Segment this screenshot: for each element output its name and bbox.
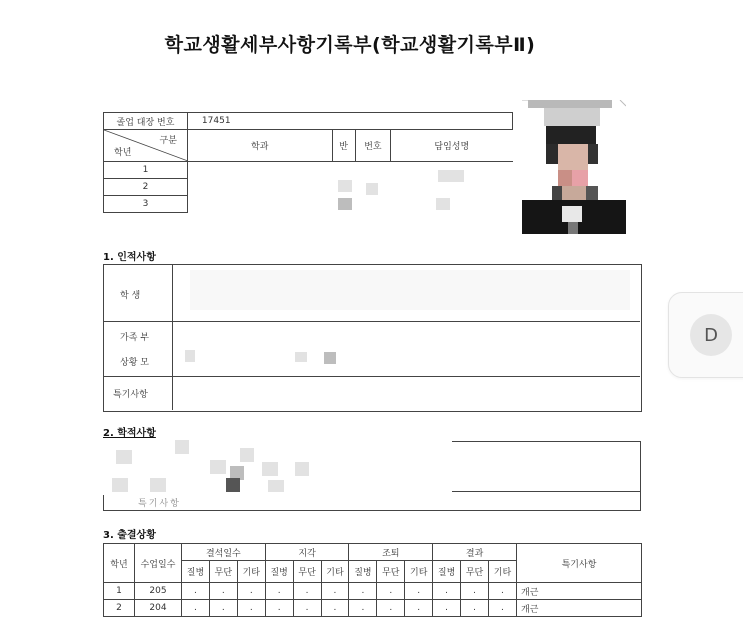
row-mark: . [265, 583, 293, 600]
row-mark: . [461, 583, 489, 600]
row-mark: . [209, 600, 237, 617]
redacted-block [438, 170, 464, 182]
redacted-block [175, 440, 189, 454]
row-mark: . [433, 600, 461, 617]
row-mark: . [488, 583, 516, 600]
teacher-header: 담임성명 [391, 130, 513, 162]
table-row [104, 583, 642, 600]
row-mark: . [293, 600, 321, 617]
family-label-mother: 상황 모 [120, 358, 149, 368]
row-mark: . [237, 583, 265, 600]
student-info-table [103, 112, 513, 213]
student-label: 학 생 [120, 291, 141, 301]
table-row [104, 600, 642, 617]
sub-unexcused: 무단 [293, 561, 321, 583]
row-mark: . [293, 583, 321, 600]
sub-illness: 질병 [265, 561, 293, 583]
redacted-block [268, 480, 284, 492]
student-photo [522, 100, 626, 234]
redacted-block [226, 478, 240, 492]
redacted-block [150, 478, 166, 492]
sub-unexcused: 무단 [209, 561, 237, 583]
row-mark: . [377, 600, 405, 617]
grade-row-label: 1 [104, 162, 188, 179]
row-days: 204 [135, 600, 182, 617]
avatar[interactable]: D [690, 314, 732, 356]
special-notes-label: 특기사항 [113, 390, 148, 400]
redacted-block [210, 460, 226, 474]
section-title-academic: 2. 학적사항 [103, 428, 156, 439]
redacted-block [116, 450, 132, 464]
redacted-block [338, 180, 352, 192]
sub-other: 기타 [488, 561, 516, 583]
row-mark: . [461, 600, 489, 617]
group-early-leave: 조퇴 [349, 544, 433, 561]
section-title-attendance: 3. 출결상황 [103, 530, 156, 541]
redacted-block [185, 350, 195, 362]
dept-header: 학과 [187, 130, 332, 162]
row-grade: 2 [104, 600, 135, 617]
redacted-block [338, 198, 352, 210]
grade-row-label: 2 [104, 179, 188, 196]
row-mark: . [349, 583, 377, 600]
row-mark: . [377, 583, 405, 600]
row-mark: . [433, 583, 461, 600]
diag-label-category: 구분 [159, 136, 177, 146]
diag-label-grade: 학년 [114, 148, 132, 158]
row-mark: . [182, 583, 210, 600]
group-missed-class: 결과 [433, 544, 517, 561]
sub-other: 기타 [321, 561, 349, 583]
section-title-personal: 1. 인적사항 [103, 252, 156, 263]
group-absence: 결석일수 [182, 544, 266, 561]
page-title: 학교생활세부사항기록부(학교생활기록부Ⅱ) [164, 34, 536, 56]
redacted-block [324, 352, 336, 364]
row-mark: . [405, 583, 433, 600]
col-special: 특기사항 [517, 544, 642, 583]
row-mark: . [488, 600, 516, 617]
grade-row-label: 3 [104, 196, 188, 213]
diagonal-header-cell [104, 130, 188, 162]
redacted-block [112, 478, 128, 492]
sub-illness: 질병 [433, 561, 461, 583]
sub-unexcused: 무단 [377, 561, 405, 583]
row-mark: . [237, 600, 265, 617]
row-note: 개근 [517, 583, 642, 600]
row-mark: . [405, 600, 433, 617]
number-header: 번호 [355, 130, 390, 162]
sub-illness: 질병 [182, 561, 210, 583]
redacted-block [295, 352, 307, 362]
attendance-table [103, 543, 642, 617]
row-mark: . [182, 600, 210, 617]
redacted-region [190, 270, 630, 310]
academic-special-label: 특기사항 [138, 499, 181, 509]
col-grade: 학년 [104, 544, 135, 583]
row-mark: . [321, 583, 349, 600]
row-mark: . [349, 600, 377, 617]
grad-number-value: 17451 [187, 113, 512, 130]
redacted-block [262, 462, 278, 476]
sub-illness: 질병 [349, 561, 377, 583]
sub-other: 기타 [405, 561, 433, 583]
grad-number-label: 졸업 대장 번호 [104, 113, 188, 130]
sub-other: 기타 [237, 561, 265, 583]
row-days: 205 [135, 583, 182, 600]
row-note: 개근 [517, 600, 642, 617]
sub-unexcused: 무단 [461, 561, 489, 583]
group-late: 지각 [265, 544, 349, 561]
redacted-block [240, 448, 254, 462]
row-mark: . [265, 600, 293, 617]
row-mark: . [209, 583, 237, 600]
redacted-block [436, 198, 450, 210]
row-mark: . [321, 600, 349, 617]
col-school-days: 수업일수 [135, 544, 182, 583]
redacted-block [366, 183, 378, 195]
row-grade: 1 [104, 583, 135, 600]
class-header: 반 [332, 130, 355, 162]
redacted-block [295, 462, 309, 476]
family-label-father: 가족 부 [120, 333, 149, 343]
